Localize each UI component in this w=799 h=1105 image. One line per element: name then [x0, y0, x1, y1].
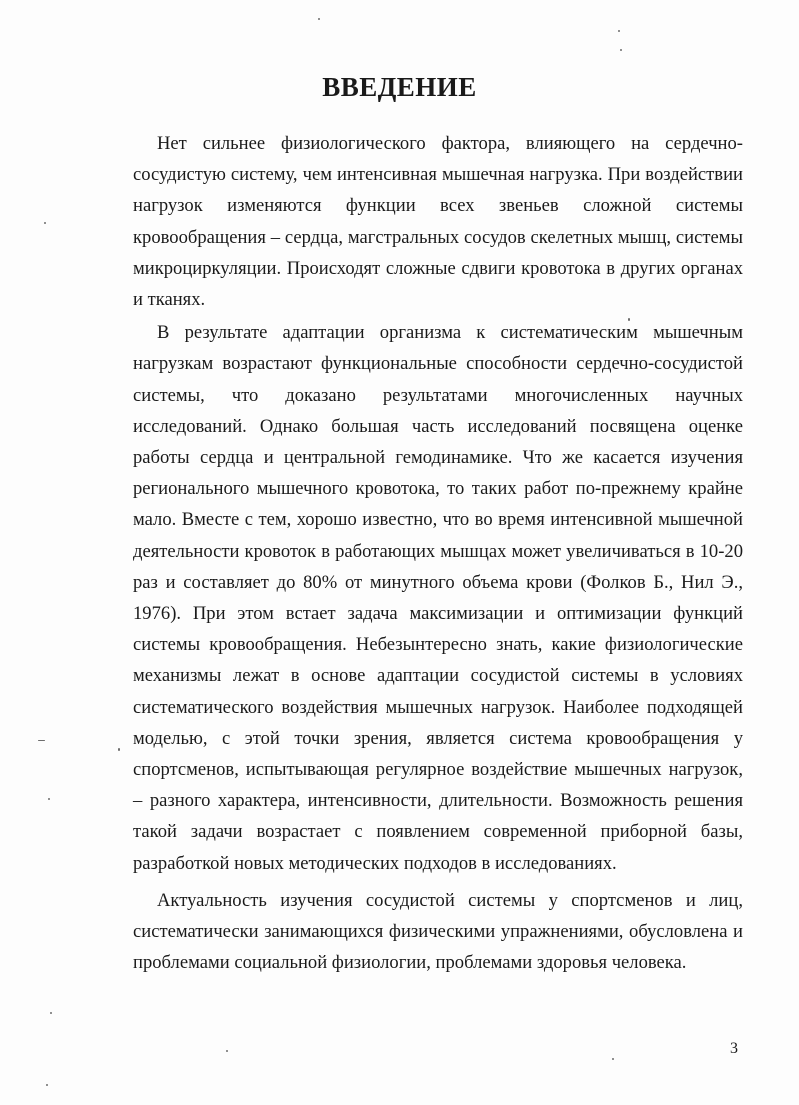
scan-speck [612, 1058, 614, 1060]
scan-speck [38, 740, 45, 741]
page-number: 3 [730, 1040, 738, 1057]
scan-speck [50, 1012, 52, 1014]
scan-speck [118, 748, 120, 751]
scan-speck [44, 222, 46, 224]
scan-speck [628, 318, 630, 321]
body-text [133, 128, 743, 978]
paragraph-1: Нет сильнее физиологического фактора, влияющего на сердечно-сосудистую систему, чем интенсивная мышечная нагрузка. При воздействии нагрузок изменяются функции всех звеньев сложной системы кровообращения – сердца, магстральных сосудов скелетных мышц, системы микроциркуляции. Происходят сложные сдвиги кровотока в других органах и тканях. [133, 133, 743, 311]
scan-speck [48, 798, 50, 800]
scan-speck [620, 49, 622, 51]
paragraph-3: Актуальность изучения сосудистой системы у спортсменов и лиц, систематически занимающихся физическими упражнениями, обусловлена и проблемами социальной физиологии, проблемами здоровья человека. [133, 889, 743, 974]
scan-speck [226, 1050, 228, 1052]
scan-speck [46, 1084, 48, 1086]
page-title: ВВЕДЕНИЕ [322, 72, 477, 102]
scan-speck [618, 30, 620, 32]
paragraph-2: В результате адаптации организма к систематическим мышечным нагрузкам возрастают функциональные способности сердечно-сосудистой системы, что доказано результатами многочисленных научных исследований. Однако большая часть исследований посвящена оценке работы сердца и центральной гемодинамике. Что же касается изучения регионального мышечного кровотока, то таких работ по-прежнему крайне мало. Вместе с тем, хорошо известно, что во время интенсивной мышечной деятельности кровоток в работающих мышцах может увеличиваться в 10-20 раз и составляет до 80% от минутного объема крови (Фолков Б., Нил Э., 1976). При этом встает задача максимизации и оптимизации функций системы кровообращения. Небезынтересно знать, какие физиологические механизмы лежат в основе адаптации сосудистой системы в условиях систематического воздействия мышечных нагрузок. Наиболее подходящей моделью, с этой точки зрения, является система кровообращения у спортсменов, испытывающая регулярное воздействие мышечных нагрузок, – разного характера, интенсивности, длительности. Возможность решения такой задачи возрастает с появлением современной приборной базы, разработкой новых методических подходов в исследованиях. [133, 322, 743, 874]
scan-speck [318, 18, 320, 20]
